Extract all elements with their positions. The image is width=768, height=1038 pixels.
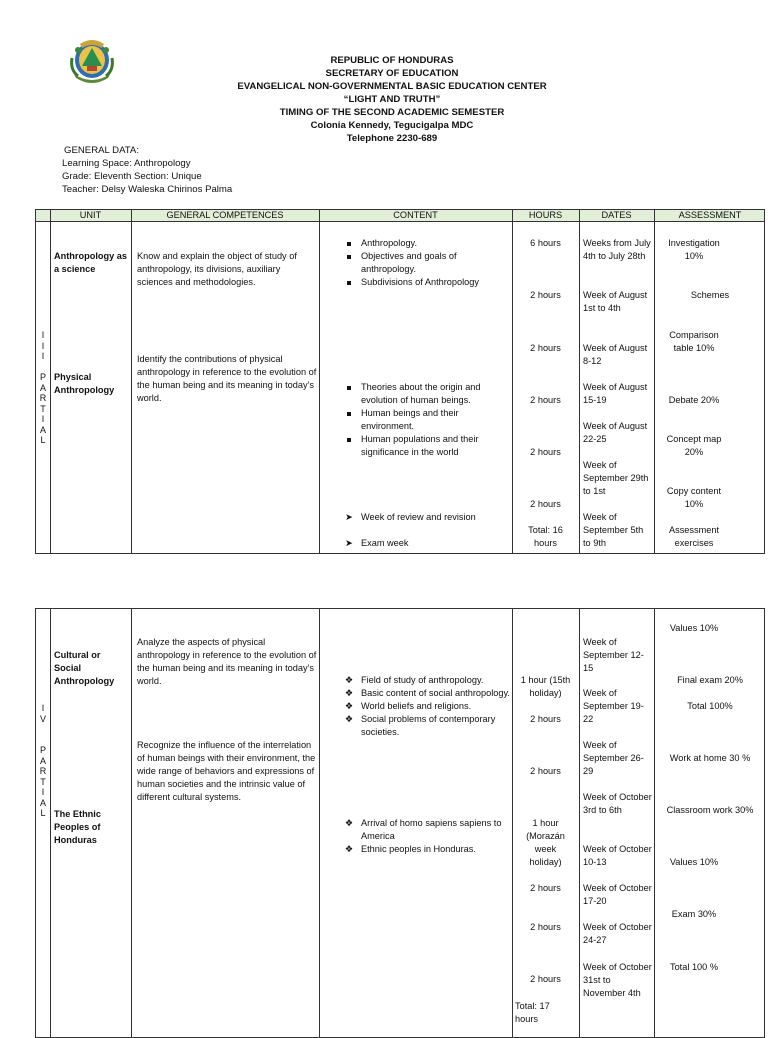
assessment-cell: Copy content 10% — [666, 486, 722, 509]
hours-cell: 2 hours — [530, 447, 561, 457]
schedule-table-third-partial — [35, 209, 765, 554]
hours-cell: 1 hour (15th holiday) — [520, 675, 571, 698]
list-item: Anthropology. — [323, 237, 511, 250]
unit-name: Physical Anthropology — [54, 372, 115, 395]
column-divider — [654, 210, 655, 553]
assessment-cell: Debate 20% — [668, 395, 720, 405]
header-line: TIMING OF THE SECOND ACADEMIC SEMESTER — [279, 107, 505, 118]
competence-text: Know and explain the object of study of anthropology, its divisions, auxiliary sciences and methodologies. — [137, 251, 297, 287]
partial-letter: R — [39, 393, 47, 403]
list-item: Human beings and their environment. — [323, 407, 511, 433]
general-data-title: GENERAL DATA: — [64, 145, 139, 156]
partial-letter: R — [39, 766, 47, 776]
column-divider — [512, 609, 513, 1037]
dates-cell: Week of August 1st to 4th — [583, 290, 648, 313]
list-item: ❖ World beliefs and religions. — [344, 701, 472, 711]
assessment-cell: Schemes — [690, 290, 730, 300]
hours-cell: 2 hours — [530, 974, 561, 984]
column-divider — [131, 609, 132, 1037]
dates-cell: Week of October 17-20 — [583, 883, 652, 906]
col-header-assessment: ASSESSMENT — [678, 210, 742, 220]
hours-cell: 2 hours — [530, 343, 561, 353]
assessment-cell: Investigation 10% — [668, 238, 720, 261]
dates-cell: Week of August 15-19 — [583, 382, 648, 405]
column-divider — [319, 609, 320, 1037]
hours-total: Total: 16 hours — [528, 525, 563, 548]
unit-name: Cultural or Social Anthropology — [54, 650, 115, 686]
coat-of-arms-seal — [66, 34, 118, 86]
partial-letter: P — [39, 745, 46, 755]
partial-letter: P — [39, 372, 46, 382]
col-header-hours: HOURS — [528, 210, 563, 220]
competence-text: Recognize the influence of the interrelation of human beings with their environment, the wide range of behaviors and expressions of human societies and the intrinsic value of different cultural systems. — [137, 740, 316, 802]
list-item: ❖ Arrival of homo sapiens sapiens to America — [344, 818, 502, 841]
dates-cell: Week of August 22-25 — [583, 421, 648, 444]
assessment-cell: Total 100 % — [669, 962, 718, 972]
dates-cell: Week of October 10-13 — [583, 844, 652, 867]
dates-cell: Week of August 8-12 — [583, 343, 648, 366]
content-list — [323, 237, 511, 289]
partial-letter — [36, 362, 50, 373]
grade: Grade: Eleventh Section: Unique — [62, 171, 202, 182]
partial-letter: A — [39, 424, 46, 435]
column-divider — [579, 609, 580, 1037]
list-item: ➤ Exam week — [345, 538, 409, 548]
partial-letter: I — [41, 330, 45, 340]
partial-label — [36, 330, 50, 446]
column-divider — [50, 210, 51, 553]
assessment-cell: Exam 30% — [671, 909, 717, 919]
list-item: Human populations and their significance in the world — [323, 433, 511, 459]
list-item: Subdivisions of Anthropology — [323, 276, 511, 289]
list-item: ➤ Week of review and revision — [345, 512, 476, 522]
column-divider — [131, 210, 132, 553]
general-data — [62, 144, 232, 196]
assessment-cell: Total 100% — [687, 701, 733, 711]
list-item: Objectives and goals of anthropology. — [323, 250, 511, 276]
unit-name: The Ethnic Peoples of Honduras — [54, 809, 101, 845]
partial-letter — [36, 724, 50, 745]
column-divider — [579, 210, 580, 553]
partial-letter: T — [40, 776, 46, 787]
hours-cell: 2 hours — [530, 922, 561, 932]
content-list — [323, 381, 511, 459]
list-item: ❖ Field of study of anthropology. — [344, 675, 484, 685]
list-item: Theories about the origin and evolution of human beings. — [323, 381, 511, 407]
hours-cell: 2 hours — [530, 290, 561, 300]
list-item: ❖ Basic content of social anthropology. — [344, 688, 510, 698]
hours-cell: 1 hour (Morazán week holiday) — [526, 818, 565, 867]
partial-letter: A — [39, 755, 46, 766]
assessment-cell: Concept map 20% — [666, 434, 722, 457]
col-header-competences: GENERAL COMPETENCES — [166, 210, 284, 220]
partial-letter: I — [41, 703, 45, 713]
partial-letter: L — [40, 435, 46, 445]
hours-cell: 2 hours — [530, 883, 561, 893]
hours-cell: 2 hours — [530, 499, 561, 509]
hours-cell: 6 hours — [530, 238, 561, 248]
dates-cell: Week of September 5th to 9th — [583, 512, 644, 548]
list-item: ❖ Social problems of contemporary societies. — [344, 714, 496, 737]
hours-cell: 2 hours — [530, 766, 561, 776]
column-divider — [50, 609, 51, 1037]
dates-cell: Week of October 31st to November 4th — [583, 962, 652, 998]
document-header — [180, 54, 604, 145]
partial-letter: I — [41, 340, 45, 351]
dates-cell: Week of September 19-22 — [583, 688, 644, 724]
col-header-content: CONTENT — [393, 210, 438, 220]
header-line: EVANGELICAL NON-GOVERNMENTAL BASIC EDUCATION CENTER — [237, 81, 547, 92]
assessment-cell: Comparison table 10% — [669, 330, 719, 353]
schedule-table-fourth-partial — [35, 608, 765, 1038]
col-header-unit: UNIT — [79, 210, 102, 220]
dates-cell: Week of September 26-29 — [583, 740, 644, 776]
content-list — [323, 817, 511, 856]
header-line: REPUBLIC OF HONDURAS — [330, 55, 454, 66]
list-item: ❖ Ethnic peoples in Honduras. — [344, 844, 476, 854]
teacher: Teacher: Delsy Waleska Chirinos Palma — [62, 184, 233, 195]
dates-cell: Weeks from July 4th to July 28th — [583, 238, 651, 261]
column-divider — [512, 210, 513, 553]
partial-label — [36, 703, 50, 819]
partial-letter: I — [41, 414, 45, 424]
partial-letter: I — [41, 351, 45, 361]
partial-letter: A — [39, 797, 46, 808]
partial-letter: I — [41, 787, 45, 797]
competence-text: Identify the contributions of physical anthropology in reference to the evolution of the human being and its meaning in today's world. — [137, 354, 317, 403]
column-divider — [319, 210, 320, 553]
header-line: Telephone 2230-689 — [346, 133, 438, 144]
hours-cell: 2 hours — [530, 714, 561, 724]
competence-text: Analyze the aspects of physical anthropology in reference to the evolution of the human being and its meaning in today's world. — [137, 637, 317, 686]
dates-cell: Week of September 29th to 1st — [583, 460, 649, 496]
col-header-dates: DATES — [601, 210, 632, 220]
hours-total: Total: 17 hours — [515, 1001, 550, 1024]
assessment-cell: Values 10% — [669, 623, 719, 633]
header-line: Colonia Kennedy, Tegucigalpa MDC — [310, 120, 474, 131]
assessment-cell: Values 10% — [669, 857, 719, 867]
header-line: SECRETARY OF EDUCATION — [325, 68, 459, 79]
assessment-cell: Final exam 20% — [677, 675, 743, 685]
header-line: “LIGHT AND TRUTH” — [343, 94, 441, 105]
dates-cell: Week of September 12-15 — [583, 637, 644, 673]
partial-letter: V — [39, 713, 46, 724]
assessment-cell: Classroom work 30% — [666, 805, 754, 815]
partial-letter: T — [40, 403, 46, 414]
content-list — [323, 511, 511, 550]
assessment-cell: Work at home 30 % — [669, 753, 751, 763]
column-divider — [654, 609, 655, 1037]
dates-cell: Week of October 24-27 — [583, 922, 652, 945]
dates-cell: Week of October 3rd to 6th — [583, 792, 652, 815]
content-list — [323, 674, 511, 739]
learning-space: Learning Space: Anthropology — [62, 158, 191, 169]
unit-name: Anthropology as a science — [54, 251, 127, 274]
partial-letter: L — [40, 808, 46, 818]
assessment-cell: Assessment exercises — [668, 525, 720, 548]
partial-letter: A — [39, 382, 46, 393]
hours-cell: 2 hours — [530, 395, 561, 405]
